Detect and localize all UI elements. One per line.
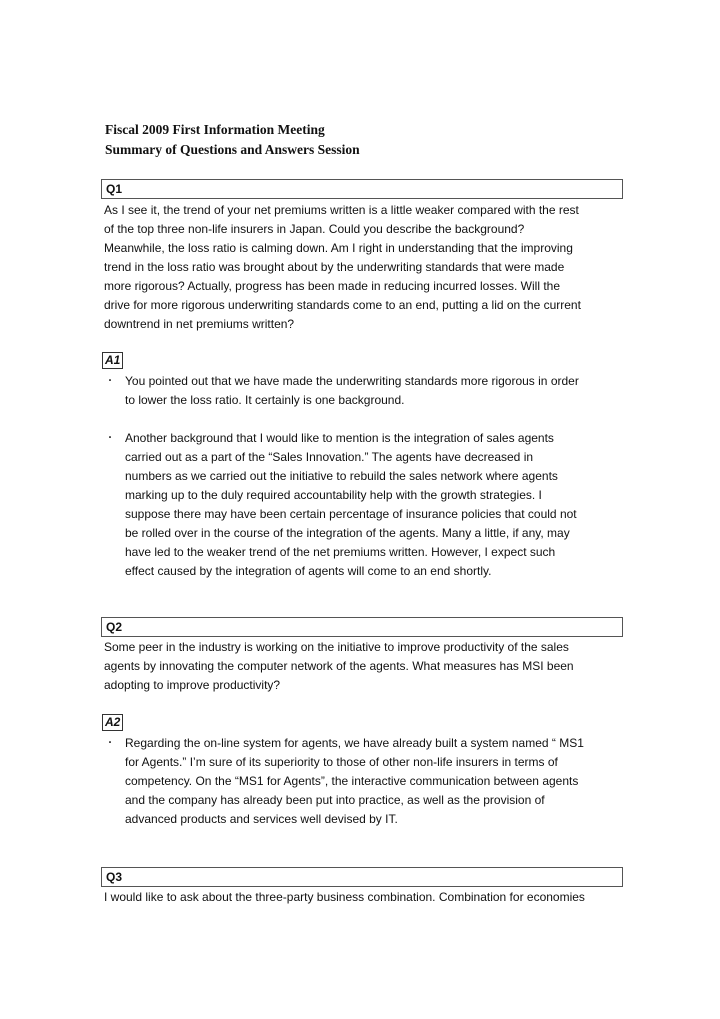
text-line: adopting to improve productivity? xyxy=(104,678,281,692)
text-line: advanced products and services well devised by IT. xyxy=(125,812,398,826)
bullet-marker: ・ xyxy=(105,376,115,387)
text-line: trend in the loss ratio was brought about by the underwriting standards that were made xyxy=(104,260,565,274)
text-line: numbers as we carried out the initiative to rebuild the sales network where agents xyxy=(125,469,558,483)
text-line: for Agents.” I’m sure of its superiority to those of other non-life insurers in terms of xyxy=(125,755,558,769)
answer-label: A1 xyxy=(102,352,123,369)
text-line: of the top three non-life insurers in Japan. Could you describe the background? xyxy=(104,222,525,236)
text-line: and the company has already been put into practice, as well as the provision of xyxy=(125,793,545,807)
question-label-box: Q2 xyxy=(101,617,623,637)
bullet-marker: ・ xyxy=(105,738,115,749)
answer-label: A2 xyxy=(102,714,123,731)
question-text xyxy=(104,638,618,695)
document-subtitle: Summary of Questions and Answers Session xyxy=(105,142,360,157)
text-line: be rolled over in the course of the integration of the agents. Many a little, if any, may xyxy=(125,526,570,540)
text-line: to lower the loss ratio. It certainly is one background. xyxy=(125,393,405,407)
question-label-box: Q3 xyxy=(101,867,623,887)
text-line: As I see it, the trend of your net premiums written is a little weaker compared with the rest xyxy=(104,203,579,217)
text-line: more rigorous? Actually, progress has been made in reducing incurred losses. Will the xyxy=(104,279,560,293)
text-line: I would like to ask about the three-party business combination. Combination for economies xyxy=(104,890,585,904)
text-line: competency. On the “MS1 for Agents”, the interactive communication between agents xyxy=(125,774,579,788)
title-block xyxy=(105,120,360,160)
text-line: marking up to the duly required accountability help with the growth strategies. I xyxy=(125,488,542,502)
text-line: Another background that I would like to mention is the integration of sales agents xyxy=(125,431,554,445)
question-text xyxy=(104,888,618,907)
bullet-marker: ・ xyxy=(105,433,115,444)
text-line: effect caused by the integration of agents will come to an end shortly. xyxy=(125,564,492,578)
question-text xyxy=(104,201,618,334)
text-line: suppose there may have been certain percentage of insurance policies that could not xyxy=(125,507,577,521)
text-line: Meanwhile, the loss ratio is calming down. Am I right in understanding that the improving xyxy=(104,241,573,255)
text-line: agents by innovating the computer network of the agents. What measures has MSI been xyxy=(104,659,574,673)
question-label-box: Q1 xyxy=(101,179,623,199)
text-line: Some peer in the industry is working on the initiative to improve productivity of the sales xyxy=(104,640,569,654)
text-line: downtrend in net premiums written? xyxy=(104,317,295,331)
text-line: You pointed out that we have made the underwriting standards more rigorous in order xyxy=(125,374,579,388)
text-line: Regarding the on-line system for agents, we have already built a system named “ MS1 xyxy=(125,736,584,750)
text-line: have led to the weaker trend of the net premiums written. However, I expect such xyxy=(125,545,556,559)
text-line: drive for more rigorous underwriting standards come to an end, putting a lid on the current xyxy=(104,298,581,312)
text-line: carried out as a part of the “Sales Innovation.” The agents have decreased in xyxy=(125,450,534,464)
document-title: Fiscal 2009 First Information Meeting xyxy=(105,122,325,137)
